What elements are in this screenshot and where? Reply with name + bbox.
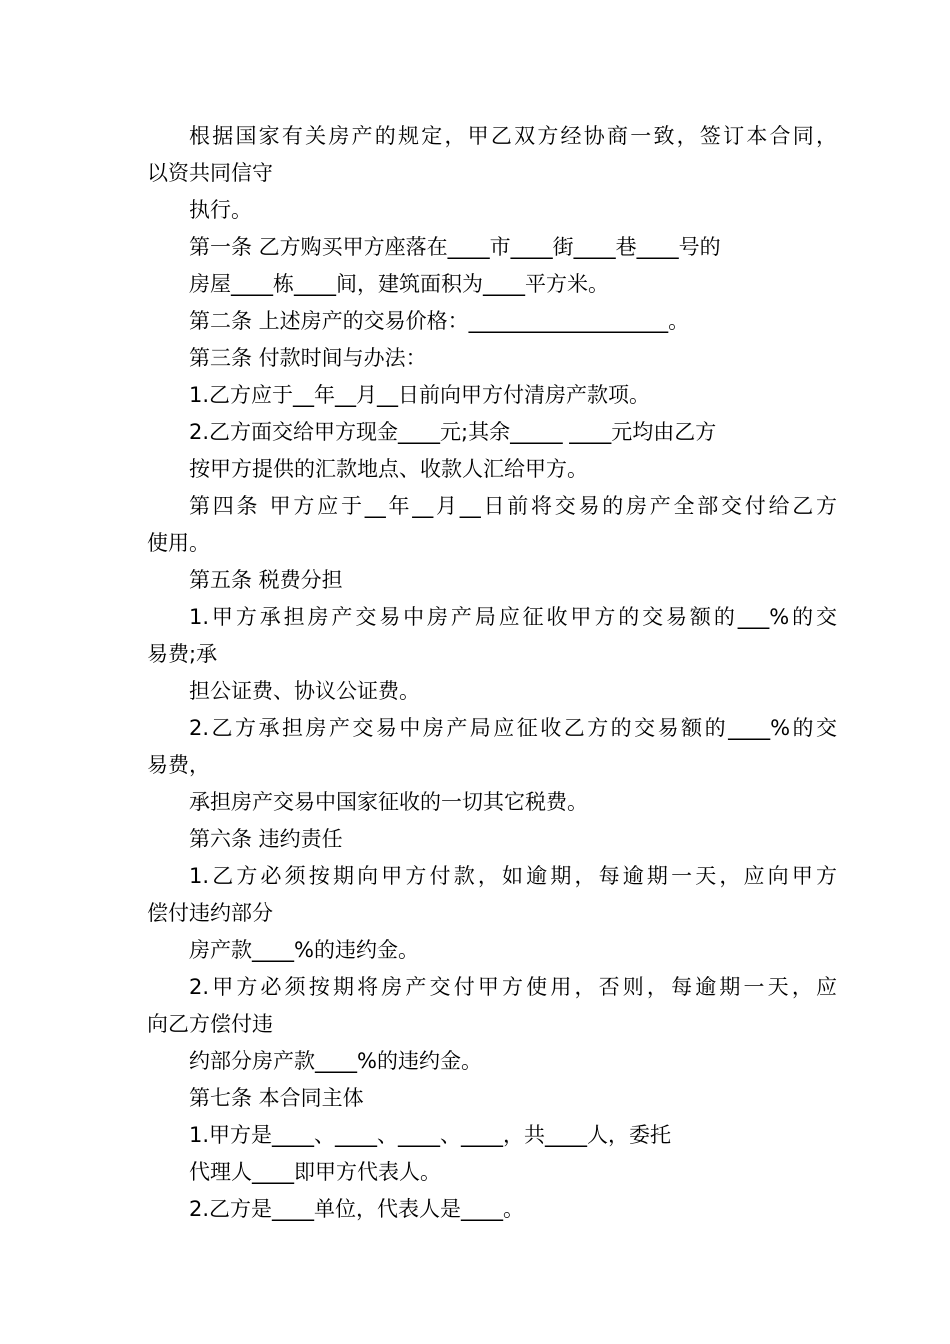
text-line: 偿付违约部分 xyxy=(147,901,273,925)
text-line: 执行。 xyxy=(189,198,252,222)
text-line: 2.乙方承担房产交易中房产局应征收乙方的交易额的____%的交 xyxy=(189,716,837,740)
text-line: 担公证费、协议公证费。 xyxy=(189,679,420,703)
clause-4: 第四条 甲方应于__年__月__日前将交易的房产全部交付给乙方 xyxy=(189,494,837,518)
text-line: 根据国家有关房产的规定，甲乙双方经协商一致，签订本合同， xyxy=(189,124,837,148)
text-line: 房屋____栋____间，建筑面积为____平方米。 xyxy=(189,272,609,296)
text-line: 2.甲方必须按期将房产交付甲方使用，否则，每逾期一天，应 xyxy=(189,975,837,999)
clause-6: 第六条 违约责任 xyxy=(189,827,343,851)
text-line: 1.乙方必须按期向甲方付款，如逾期，每逾期一天，应向甲方 xyxy=(189,864,837,888)
clause-2: 第二条 上述房产的交易价格：___________________。 xyxy=(189,309,690,333)
text-line: 1.乙方应于__年__月__日前向甲方付清房产款项。 xyxy=(189,383,651,407)
text-line: 使用。 xyxy=(147,531,210,555)
text-line: 易费， xyxy=(147,753,210,777)
clause-3: 第三条 付款时间与办法： xyxy=(189,346,427,370)
clause-7: 第七条 本合同主体 xyxy=(189,1086,364,1110)
text-line: 以资共同信守 xyxy=(147,161,273,185)
contract-body xyxy=(147,118,837,1228)
text-line: 代理人____即甲方代表人。 xyxy=(189,1160,441,1184)
text-line: 承担房产交易中国家征收的一切其它税费。 xyxy=(189,790,588,814)
text-line: 2.乙方是____单位，代表人是____。 xyxy=(189,1197,525,1221)
text-line: 易费;承 xyxy=(147,642,218,666)
text-line: 1.甲方承担房产交易中房产局应征收甲方的交易额的___%的交 xyxy=(189,605,837,629)
text-line: 约部分房产款____%的违约金。 xyxy=(189,1049,482,1073)
text-line: 按甲方提供的汇款地点、收款人汇给甲方。 xyxy=(189,457,588,481)
text-line: 2.乙方面交给甲方现金____元;其余_____ ____元均由乙方 xyxy=(189,420,717,444)
text-line: 房产款____%的违约金。 xyxy=(189,938,419,962)
text-line: 1.甲方是____、____、____、____，共____人，委托 xyxy=(189,1123,672,1147)
clause-1: 第一条 乙方购买甲方座落在____市____街____巷____号的 xyxy=(189,235,721,259)
text-line: 向乙方偿付违 xyxy=(147,1012,273,1036)
clause-5: 第五条 税费分担 xyxy=(189,568,343,592)
